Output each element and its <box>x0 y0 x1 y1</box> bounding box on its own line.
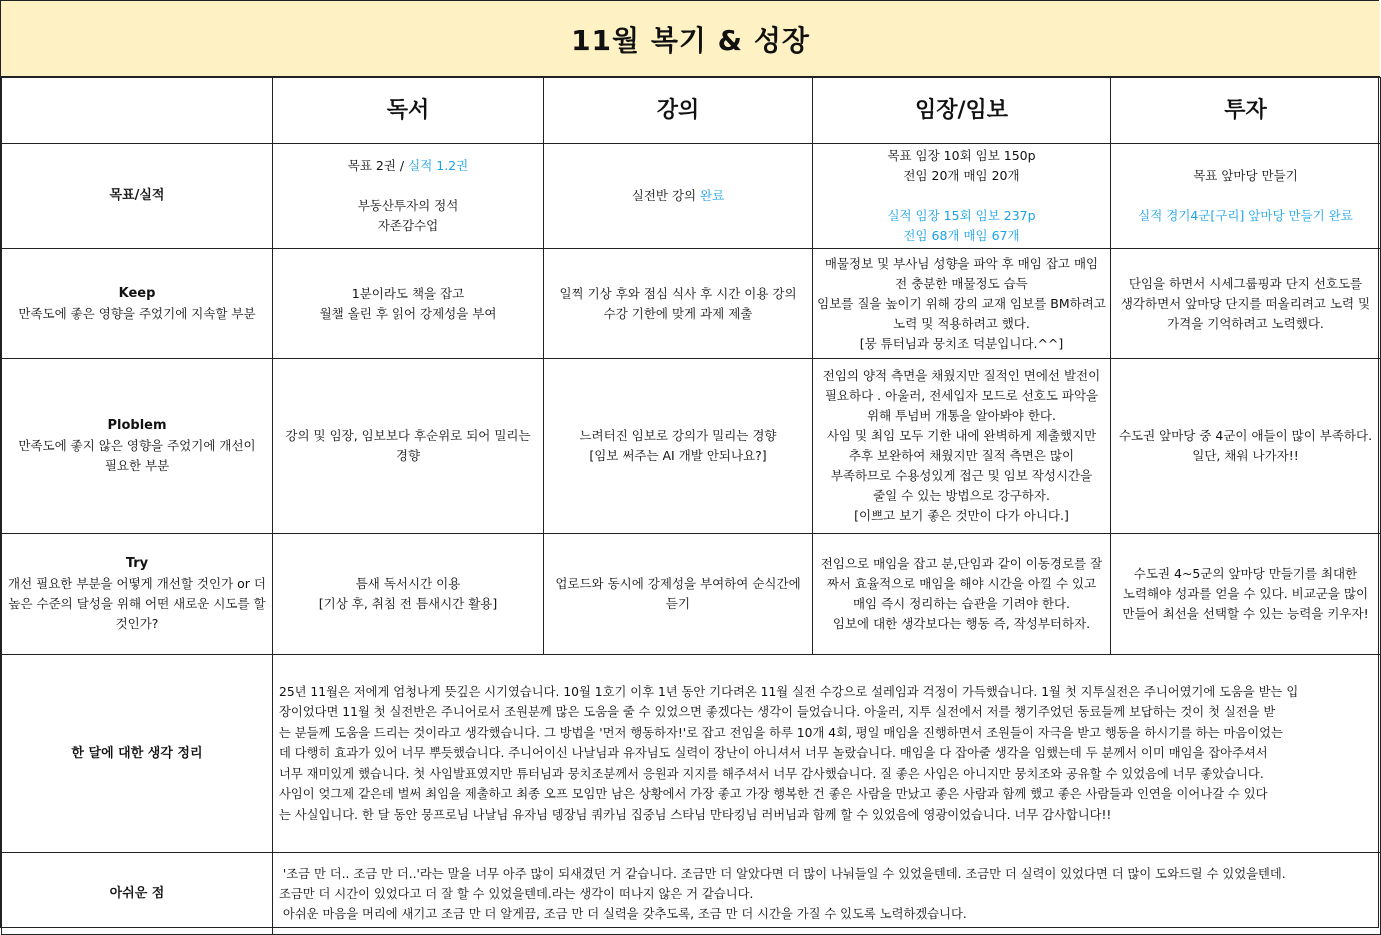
reflection-line: 사임이 엊그제 같은데 벌써 최임을 제출하고 최종 오프 모임만 남은 상황에서 가장 좋고 가장 행복한 건 좋은 사람을 만났고 좋은 사람과 함께 했고 좋은 사람들과 인연을 이어나갈 수 있다 <box>279 787 1268 802</box>
goal-invest-cell <box>1111 144 1381 249</box>
goal-lecture-text: 실전반 강의 <box>631 188 701 203</box>
problem-lecture-line-2: [임보 써주는 AI 개발 안되나요?] <box>589 448 767 463</box>
try-reading-line-1: 틈새 독서시간 이용 <box>355 576 461 591</box>
reflection-line: 데 다행히 효과가 있어 너무 뿌듯했습니다. 주니어이신 나날님과 유자님도 실력이 장난이 아니셔서 너무 놀랐습니다. 매임을 다 잡아줄 생각을 임했는데 두 분께서 이미 매임을 잡아주셔서 <box>279 746 1268 761</box>
goal-reading-cell <box>273 144 544 249</box>
regret-label: 아쉬운 점 <box>109 885 165 901</box>
keep-reading-line-1: 1분이라도 책을 잡고 <box>351 285 465 301</box>
keep-field-para-1: 매물정보 및 부사님 성향을 파악 후 매임 잡고 매임 전 충분한 매물정도 습득 <box>824 255 1099 291</box>
reflection-line: 는 분들께 도움을 드리는 것이라고 생각했습니다. 그 방법을 '먼저 행동하자!'로 잡고 전임을 하루 10개 4회, 평일 매임을 진행하면서 조원들이 자극을 받고 행동을 하시기를 하는 마음이었는 <box>279 725 1283 740</box>
goal-invest-target: 목표 앞마당 만들기 <box>1193 168 1298 183</box>
try-reading-cell <box>273 534 544 655</box>
keep-row <box>2 249 1381 359</box>
try-field-para-2: 임보에 대한 생각보다는 행동 즉, 작성부터하자. <box>832 616 1091 631</box>
try-lecture-cell: 업로드와 동시에 강제성을 부여하여 순식간에 듣기 <box>544 534 813 655</box>
problem-lecture-cell <box>544 359 813 534</box>
goal-label: 목표/실적 <box>109 188 165 203</box>
retrospective-table <box>1 77 1381 935</box>
regret-row <box>2 853 1381 935</box>
try-row <box>2 534 1381 655</box>
goal-reading-target: 목표 2권 <box>347 158 396 173</box>
row-label-problem <box>2 359 273 534</box>
try-field-para-1: 전임으로 매임을 잡고 분,단임과 같이 이동경로를 잘 짜서 효율적으로 매임을 해야 시간을 아낄 수 있고 매임 즉시 정리하는 습관을 기려야 한다. <box>820 556 1103 611</box>
goal-reading-sep: / <box>395 158 409 173</box>
try-invest-cell: 수도권 4~5군의 앞마당 만들기를 최대한 노력해야 성과를 얻을 수 있다. 비교군을 많이 만들어 최선을 선택할 수 있는 능력을 키우자! <box>1111 534 1381 655</box>
try-reading-line-2: [기상 후, 취침 전 틈새시간 활용] <box>318 596 498 611</box>
row-label-keep <box>2 249 273 359</box>
reflection-text-cell <box>273 655 1381 853</box>
keep-field-cell <box>813 249 1111 359</box>
goal-reading-book-2: 자존감수업 <box>377 218 439 233</box>
reflection-line: 장이었다면 11월 첫 실전반은 주니어로서 조원분께 많은 도움을 줄 수 있었으면 좋겠다는 생각이 들었습니다. 아울러, 지투 실전에서 저를 챙기주었던 동료들께 보답하는 것이 첫 실전을 받 <box>279 705 1276 720</box>
reflection-label: 한 달에 대한 생각 정리 <box>71 745 203 761</box>
goal-field-cell <box>813 144 1111 249</box>
row-label-try <box>2 534 273 655</box>
try-field-cell <box>813 534 1111 655</box>
goal-row <box>2 144 1381 249</box>
try-label: Try <box>125 556 149 571</box>
regret-line: '조금 만 더.. 조금 만 더..'라는 말을 너무 아주 많이 되새겼던 거 같습니다. 조금만 더 알았다면 더 많이 나눠들일 수 있었을텐데. 조금만 더 실력이 있었다면 더 많이 도와드릴 수 있었을텐데. <box>279 866 1286 881</box>
keep-reading-cell <box>273 249 544 359</box>
header-row <box>2 78 1381 144</box>
keep-sublabel: 만족도에 좋은 영향을 주었기에 지속할 부분 <box>18 305 256 321</box>
keep-reading-line-2: 월챌 올린 후 읽어 강제성을 부여 <box>319 305 497 321</box>
regret-line: 아쉬운 마음을 머리에 새기고 조금 만 더 알게끔, 조금 만 더 실력을 갖추도록, 조금 만 더 시간을 가질 수 있도록 노력하겠습니다. <box>279 906 967 921</box>
keep-label: Keep <box>118 285 156 301</box>
problem-sublabel: 만족도에 좋지 않은 영향을 주었기에 개선이 필요한 부분 <box>18 438 256 473</box>
column-header-reading: 독서 <box>273 78 544 144</box>
problem-field-cell <box>813 359 1111 534</box>
keep-lecture-cell: 일찍 기상 후와 점심 식사 후 시간 이용 강의 수강 기한에 맞게 과제 제출 <box>544 249 813 359</box>
problem-label: Ploblem <box>107 418 167 433</box>
problem-field-para-1: 전임의 양적 측면을 채웠지만 질적인 면에선 발전이 필요하다 . 아울러, 전세입자 모드로 선호도 파악을 위해 투넘버 개통을 알아봐야 한다. <box>822 368 1101 423</box>
problem-lecture-line-1: 느려터진 임보로 강의가 밀리는 경향 <box>579 428 777 443</box>
row-label-goal <box>2 144 273 249</box>
goal-invest-actual: 실적 경기4군[구리] 앞마당 만들기 완료 <box>1138 208 1353 223</box>
keep-field-para-3: [뭉 튜터님과 뭉치조 덕분입니다.^^] <box>859 335 1064 351</box>
problem-reading-cell: 강의 및 임장, 임보보다 후순위로 되어 밀리는 경향 <box>273 359 544 534</box>
goal-field-actual-1: 실적 임장 15회 임보 237p <box>887 208 1036 223</box>
row-label-reflection <box>2 655 273 853</box>
corner-cell <box>2 78 273 144</box>
page-title: 11월 복기 & 성장 <box>1 1 1380 77</box>
problem-field-para-2: 사임 및 최임 모두 기한 내에 완벽하게 제출했지만 추후 보완하여 채웠지만 질적 측면은 많이 부족하므로 수용성있게 접근 및 임보 작성시간을 줄일 수 있는 방법으로 강구하자. <box>826 428 1097 503</box>
goal-field-actual-2: 전임 68개 매임 67개 <box>903 228 1020 243</box>
reflection-line: 25년 11월은 저에게 엄청나게 뜻깊은 시기였습니다. 10월 1호기 이후 1년 동안 기다려온 11월 실전 수강으로 설레임과 걱정이 가득했습니다. 1월 첫 지투실전은 주니어였기에 도움을 받는 입 <box>279 684 1299 699</box>
goal-reading-actual: 실적 1.2권 <box>408 158 469 173</box>
goal-reading-book-1: 부동산투자의 정석 <box>357 198 459 213</box>
column-header-field: 임장/임보 <box>813 78 1111 144</box>
problem-field-para-3: [이쁘고 보기 좋은 것만이 다가 아니다.] <box>854 508 1069 523</box>
keep-invest-cell: 단임을 하면서 시세그룹핑과 단지 선호도를 생각하면서 앞마당 단지를 떠올리려고 노력 및 가격을 기억하려고 노력했다. <box>1111 249 1381 359</box>
goal-lecture-done: 완료 <box>700 188 725 203</box>
column-header-lecture: 강의 <box>544 78 813 144</box>
column-header-invest: 투자 <box>1111 78 1381 144</box>
goal-field-line-1: 목표 임장 10회 임보 150p <box>887 148 1036 163</box>
keep-field-para-2: 임보를 질을 높이기 위해 강의 교재 임보를 BM하려고 노력 및 적용하려고 했다. <box>817 295 1106 331</box>
goal-lecture-cell <box>544 144 813 249</box>
regret-line: 조금만 더 시간이 있었다고 더 잘 할 수 있었을텐데.라는 생각이 떠나지 않은 거 같습니다. <box>279 886 754 901</box>
regret-text-cell <box>273 853 1381 935</box>
try-sublabel: 개선 필요한 부분을 어떻게 개선할 것인가 or 더 높은 수준의 달성을 위해 어떤 새로운 시도를 할 것인가? <box>8 576 266 631</box>
reflection-row <box>2 655 1381 853</box>
reflection-line: 는 사실입니다. 한 달 동안 뭉프로님 나날님 유자님 뎅장님 쿼카님 집중님 스타님 만타킹님 러버님과 함께 할 수 있었음에 영광이었습니다. 너무 감사합니다!! <box>279 807 1112 822</box>
reflection-line: 너무 재미있게 했습니다. 첫 사임발표였지만 튜터님과 뭉치조분께서 응원과 지지를 해주셔서 너무 감사했습니다. 질 좋은 사임은 아니지만 뭉치조와 공유할 수 있었음에 너무 좋았습니다. <box>279 766 1264 781</box>
problem-invest-cell: 수도권 앞마당 중 4군이 애들이 많이 부족하다. 일단, 채워 나가자!! <box>1111 359 1381 534</box>
problem-row <box>2 359 1381 534</box>
row-label-regret <box>2 853 273 935</box>
goal-field-line-2: 전임 20개 매임 20개 <box>903 168 1020 183</box>
